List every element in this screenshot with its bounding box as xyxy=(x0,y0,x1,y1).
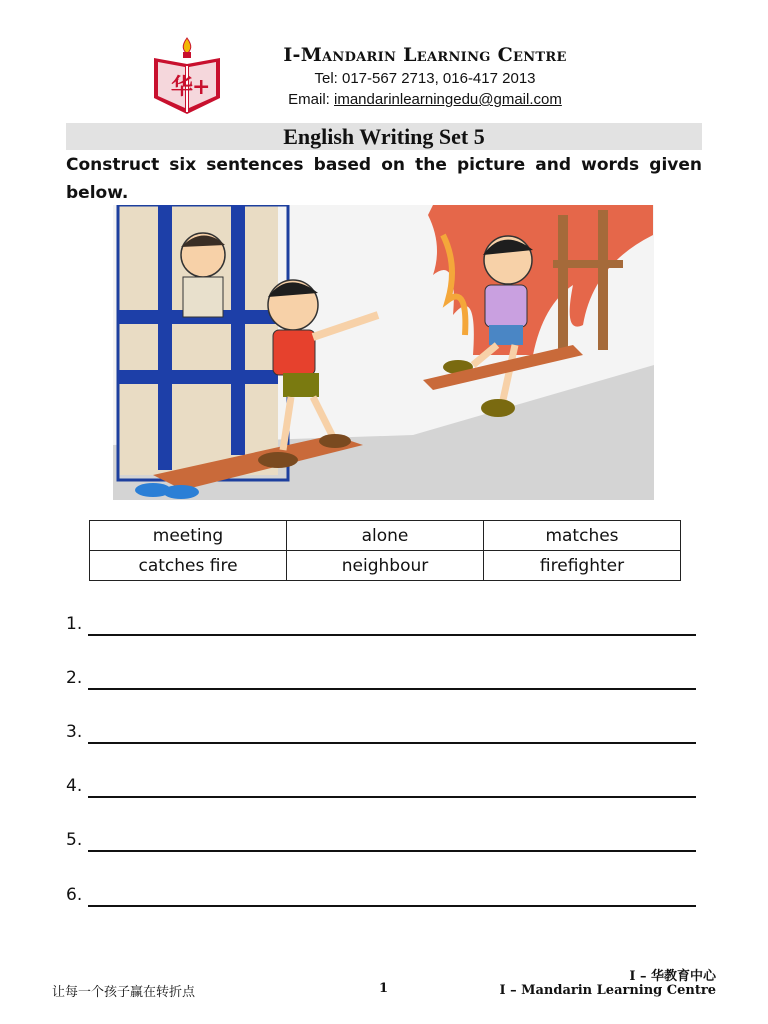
table-row xyxy=(90,521,681,551)
answer-number: 5. xyxy=(66,830,83,850)
page-number: 1 xyxy=(379,981,389,996)
table-row xyxy=(90,551,681,581)
word-cell: alone xyxy=(287,521,484,551)
email-link[interactable]: imandarinlearningedu@gmail.com xyxy=(334,91,562,108)
instruction-text: Construct six sentences based on the picture and words given below. xyxy=(66,155,702,203)
contact-email-row xyxy=(240,91,610,108)
footer-brand-cn: I – 华教育中心 xyxy=(629,969,716,984)
word-bank-table xyxy=(89,520,681,581)
writing-rule xyxy=(88,905,696,907)
writing-rule xyxy=(88,688,696,690)
answer-line-5[interactable] xyxy=(66,830,700,854)
answer-line-2[interactable] xyxy=(66,668,700,692)
fire-scene-illustration xyxy=(113,205,654,500)
answer-number: 6. xyxy=(66,885,83,905)
footer-slogan: 让每一个孩子赢在转折点 xyxy=(52,985,196,1000)
centre-logo xyxy=(150,36,224,118)
centre-name: I-Mandarin Learning Centre xyxy=(283,44,567,66)
answer-line-3[interactable] xyxy=(66,722,700,746)
writing-rule xyxy=(88,796,696,798)
word-cell: firefighter xyxy=(484,551,681,581)
answer-number: 2. xyxy=(66,668,83,688)
writing-rule xyxy=(88,850,696,852)
answer-number: 3. xyxy=(66,722,83,742)
answer-number: 1. xyxy=(66,614,83,634)
answer-number: 4. xyxy=(66,776,83,796)
answer-line-4[interactable] xyxy=(66,776,700,800)
word-cell: catches fire xyxy=(90,551,287,581)
answer-line-6[interactable] xyxy=(66,885,700,909)
svg-text:华: 华 xyxy=(171,74,194,100)
word-cell: matches xyxy=(484,521,681,551)
word-cell: neighbour xyxy=(287,551,484,581)
svg-text:+: + xyxy=(192,74,211,100)
writing-rule xyxy=(88,634,696,636)
word-cell: meeting xyxy=(90,521,287,551)
footer-brand-en: I – Mandarin Learning Centre xyxy=(499,983,716,998)
writing-rule xyxy=(88,742,696,744)
worksheet-title: English Writing Set 5 xyxy=(66,123,702,150)
answer-line-1[interactable] xyxy=(66,614,700,638)
email-label: Email: xyxy=(288,91,334,108)
contact-tel: Tel: 017-567 2713, 016-417 2013 xyxy=(314,70,536,87)
